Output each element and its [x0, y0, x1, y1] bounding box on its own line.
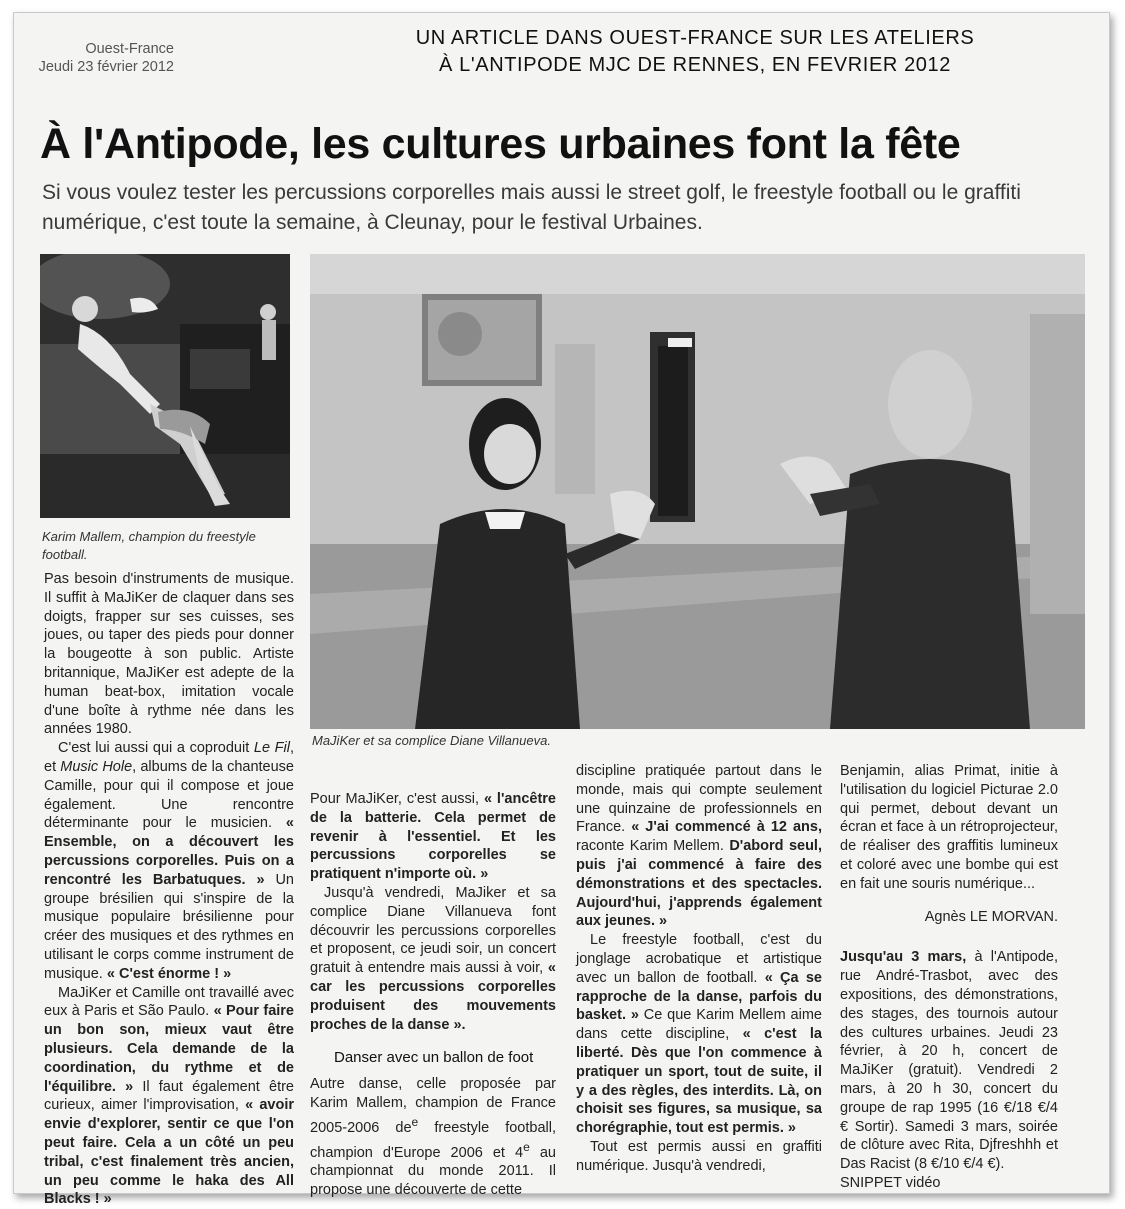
col2-paragraph-3: Autre danse, celle proposée par Karim Mallem, champion de France 2005-2006 $de^e$ freestyle football, champion d'Europe 2006 et 4e au championnat du monde 2011. Il propose une découverte de cette — [310, 1076, 556, 1198]
quote-basket: « Ça se rapproche de la danse, parfois du basket. » — [576, 969, 822, 1024]
quote-batterie: « l'ancêtre de la batterie. Cela permet de revenir à l'essentiel. Et les percussions corporelles se pratiquent n'importe où. » — [310, 791, 556, 883]
date-highlight: Jusqu'au 3 mars, — [840, 949, 967, 966]
col3-paragraph-2: Le freestyle football, c'est du jonglage acrobatique et artistique avec un ballon de football. « Ça se rapproche de la danse, parfois du basket. » Ce que Karim Mellem aime dans cette discipline, « c'est la liberté. Dès que l'on commence à pratiquer un sport, tout de suite, il y a des règles, des interdits. Là, on choisit ses figures, sa musique, sa chorégraphie, tout est permis. » — [576, 932, 822, 1137]
col3-paragraph-1: discipline pratiquée partout dans le monde, mais qui compte seulement une quinzaine de professionnels en France. « J'ai commencé à 12 ans, raconte Karim Mellem. D'abord seul, puis j'ai commencé à faire des démonstrations et des spectacles. Aujourd'hui, j'apprends également aux jeunes. » — [576, 763, 823, 930]
album-le-fil: Le Fil — [253, 740, 290, 757]
article-headline: À l'Antipode, les cultures urbaines font la fête — [40, 120, 961, 168]
snippet-video-label: SNIPPET vidéo — [840, 1174, 941, 1191]
album-music-hole: Music Hole — [60, 758, 133, 775]
quote-12-ans: « J'ai commencé à 12 ans, — [631, 819, 823, 836]
quote-aujourdhui: D'abord seul, puis j'ai commencé à faire des démonstrations et des spectacles. Aujourd'hui, j'apprends également aux jeunes. » — [576, 838, 822, 930]
caption-photo2: MaJiKer et sa complice Diane Villanueva. — [312, 733, 551, 748]
source-date: Jeudi 23 février 2012 — [38, 59, 174, 75]
subheading: Danser avec un ballon de foot — [334, 1049, 534, 1067]
col1-paragraph-3: MaJiKer et Camille ont travaillé avec eux à Paris et São Paulo. « Pour faire un bon son, mieux vaut être plusieurs. Cela demande de la coordination, du rythme et de l'équilibre. » Il faut également être curieux, aimer l'improvisation, « avoir envie d'explorer, sentir ce que l'on peut faire. Cela a un côté un peu tribal, c'est finalement très ancien, un peu comme le haka des All Blacks ! » — [44, 984, 294, 1208]
col1-paragraph-2: C'est lui aussi qui a coproduit Le Fil, et Music Hole, albums de la chanteuse Camille, pour qui il compose et joue également. Une rencontre déterminante pour le musicien. « Ensemble, on a découvert les percussions corporelles. Puis on a rencontré les Barbatuques. » Un groupe brésilien qui s'inspire de la musique populaire brésilienne pour créer des musiques et des rythmes en utilisant le corps comme instrument de musique. « C'est énorme ! » — [44, 740, 294, 982]
col2-paragraph-1: Pour MaJiKer, c'est aussi, « l'ancêtre de la batterie. Cela permet de revenir à l'essentiel. Et les percussions corporelles se pratiquent n'importe où. » — [310, 791, 556, 883]
col4-paragraph-1: Benjamin, alias Primat, initie à l'utilisation du logiciel Picturae 2.0 qui permet, debout devant un écran et face à un rétroprojecteur, de réaliser des graffitis lumineux et coloré avec une bombe qui est en fait une souris numérique... — [840, 763, 1058, 892]
photo-karim-mallem-illustration — [40, 254, 290, 518]
source-info — [22, 40, 174, 76]
article-column-4 — [840, 762, 1058, 1193]
article-column-2 — [310, 790, 556, 1200]
blog-annotation-line1: UN ARTICLE DANS OUEST-FRANCE SUR LES ATELIERS — [415, 27, 975, 49]
col2-paragraph-2: Jusqu'à vendredi, MaJiker et sa complice Diane Villanueva font découvrir les percussions corporelles et proposent, ce jeudi soir, un concert gratuit à entendre mais aussi à voir, « car les percussions corporelles produisent des mouvements proches de la danse ». — [310, 884, 556, 1033]
article-column-1 — [44, 570, 294, 1209]
quote-liberte: « c'est la liberté. Dès que l'on commence à pratiquer un sport, tout de suite, il y a des règles, des interdits. Là, on choisit ses figures, sa musique, sa chorégraphie, tout est permis. » — [576, 1026, 822, 1137]
quote-danse: « car les percussions corporelles produisent des mouvements proches de la danse ». — [310, 960, 556, 1033]
quote-explorer: « avoir envie d'explorer, sentir ce que l'on peut faire. Cela a un côté un peu tribal, c'est finalement très ancien, un peu comme le haka des All Blacks ! » — [44, 1097, 294, 1208]
blog-annotation — [360, 25, 1030, 79]
col4-practical-info: Jusqu'au 3 mars, à l'Antipode, rue André-Trasbot, avec des expositions, des démonstrations, des stages, des tournois autour des cultures urbaines. Jeudi 23 février, à 20 h, concert de MaJiKer (gratuit). Vendredi 2 mars, à 20 h 30, concert du groupe de rap 1995 (16 €/18 €/4 € Sortir). Samedi 3 mars, soirée de clôture avec Rita, Djfreshhh et Das Racist (8 €/10 €/4 €). — [840, 949, 1058, 1173]
col1-paragraph-1: Pas besoin d'instruments de musique. Il suffit à MaJiKer de claquer dans ses doigts, frapper sur ses cuisses, ses joues, ou taper des pieds pour donner la bougeotte à son public. Artiste britannique, MaJiKer est adepte de la human beat-box, imitation vocale d'une boîte à rythme née dans les années 1980. — [44, 571, 294, 738]
quote-enorme: « C'est énorme ! » — [106, 965, 232, 982]
photo-majiker-diane-illustration — [310, 254, 1085, 729]
blog-annotation-line2: À L'ANTIPODE MJC DE RENNES, EN FEVRIER 2012 — [439, 54, 951, 76]
caption-photo1: Karim Mallem, champion du freestyle football. — [42, 529, 256, 562]
photo-majiker-diane — [310, 254, 1085, 729]
article-column-3 — [576, 762, 822, 1176]
article-standfirst: Si vous voulez tester les percussions corporelles mais aussi le street golf, le freestyle football ou le graffiti numérique, c'est toute la semaine, à Cleunay, pour le festival Urbaines. — [42, 181, 1021, 234]
quote-ensemble: « Ensemble, on a découvert les percussions corporelles. Puis on a rencontré les Barbatuques. » — [44, 815, 294, 888]
photo-karim-mallem — [40, 254, 290, 518]
col3-paragraph-3: Tout est permis aussi en graffiti numérique. Jusqu'à vendredi, — [576, 1138, 822, 1174]
quote-bon-son: « Pour faire un bon son, mieux vaut être plusieurs. Cela demande de la coordination, du rythme et de l'équilibre. » — [44, 1003, 294, 1095]
source-paper: Ouest-France — [85, 41, 174, 57]
author-signature: Agnès LE MORVAN. — [924, 908, 1058, 925]
